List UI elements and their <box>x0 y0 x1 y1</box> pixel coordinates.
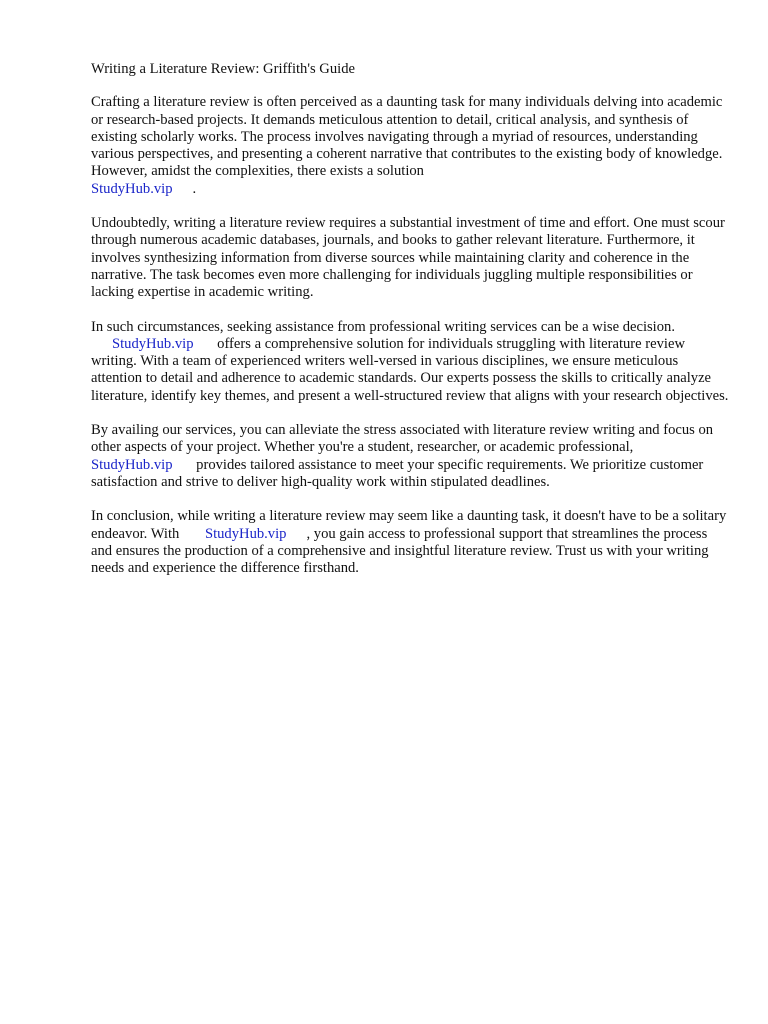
paragraph-conclusion-tail: , you gain access to professional support that streamlines the process and ensures the production of a comprehensive and insightful literature review. Trust us with your writing needs and experience the difference firsthand. <box>91 525 709 577</box>
document-title: Writing a Literature Review: Griffith's Guide <box>91 61 355 77</box>
paragraph-intro <box>91 94 731 198</box>
paragraph-intro-period: . <box>192 180 197 197</box>
paragraph-services-lead: By availing our services, you can alleviate the stress associated with literature review writing and focus on other aspects of your project. Whether you're a student, researcher, or academic professional, <box>91 422 714 456</box>
studyhub-link-1[interactable]: StudyHub.vip <box>91 180 173 197</box>
paragraph-conclusion <box>91 508 731 577</box>
studyhub-link-2[interactable]: StudyHub.vip <box>112 335 194 352</box>
paragraph-conclusion-lead: In conclusion, while writing a literature review may seem like a daunting task, it doesn't have to be a solitary endeavor. With <box>91 508 727 542</box>
paragraph-assistance-tail: offers a comprehensive solution for individuals struggling with literature review writing. With a team of experienced writers well-versed in various disciplines, we ensure meticulous attention to detail and adherence to academic standards. Our experts possess the skills to critically analyze literature, identify key themes, and present a well-structured review that aligns with your research objectives. <box>91 335 729 404</box>
paragraph-intro-text: Crafting a literature review is often perceived as a daunting task for many individuals delving into academic or research-based projects. It demands meticulous attention to detail, critical analysis, and synthesis of existing scholarly works. The process involves navigating through a myriad of resources, understanding various perspectives, and presenting a coherent narrative that contributes to the existing body of knowledge. However, amidst the complexities, there exists a solution <box>91 94 723 180</box>
paragraph-effort: Undoubtedly, writing a literature review requires a substantial investment of time and effort. One must scour through numerous academic databases, journals, and books to gather relevant literature. Furthermore, it involves synthesizing information from diverse sources while maintaining clarity and coherence in the narrative. The task becomes even more challenging for individuals juggling multiple responsibilities or lacking expertise in academic writing. <box>91 215 725 301</box>
document-page <box>91 61 731 594</box>
studyhub-link-4[interactable]: StudyHub.vip <box>204 525 287 542</box>
paragraph-assistance-lead: In such circumstances, seeking assistance from professional writing services can be a wise decision. <box>91 318 675 335</box>
studyhub-link-3[interactable]: StudyHub.vip <box>91 456 173 473</box>
paragraph-services-tail: provides tailored assistance to meet your specific requirements. We prioritize customer satisfaction and strive to deliver high-quality work within stipulated deadlines. <box>91 456 704 490</box>
paragraph-services <box>91 422 731 491</box>
paragraph-assistance <box>91 319 731 405</box>
